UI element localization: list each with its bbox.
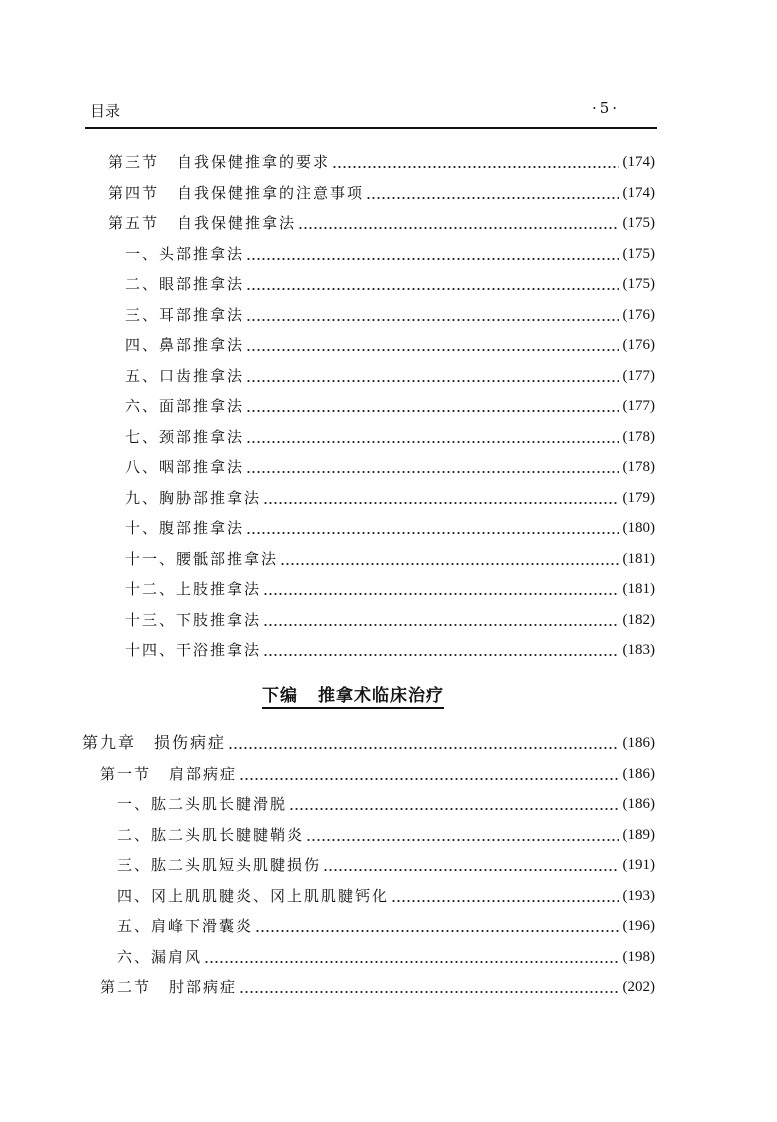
leader-dots <box>246 456 618 478</box>
toc-entry[interactable] <box>117 793 655 815</box>
entry-title: 五、肩峰下滑囊炎 <box>117 917 254 935</box>
entry-title: 二、肱二头肌长腱腱鞘炎 <box>117 825 305 844</box>
entry-title: 损伤病症 <box>154 733 227 752</box>
toc-entry[interactable] <box>125 273 655 295</box>
leader-dots <box>246 334 618 356</box>
toc-entry[interactable] <box>125 334 655 356</box>
toc-entry[interactable] <box>125 365 655 387</box>
entry-title: 八、咽部推拿法 <box>125 458 245 476</box>
leader-dots <box>239 976 618 998</box>
entry-title: 十四、干浴推拿法 <box>125 641 262 659</box>
leader-dots <box>246 395 618 417</box>
leader-dots <box>246 243 618 265</box>
entry-title: 十二、上肢推拿法 <box>125 580 262 598</box>
leader-dots <box>246 304 618 326</box>
toc-entry[interactable] <box>117 824 655 846</box>
running-header-title: 目录 <box>90 102 121 120</box>
entry-title: 十一、腰骶部推拿法 <box>125 549 279 568</box>
entry-page: (196) <box>622 918 655 934</box>
entry-title: 自我保健推拿的要求 <box>177 153 331 171</box>
entry-title: 自我保健推拿法 <box>177 214 297 232</box>
toc-entry[interactable] <box>100 976 655 998</box>
part-heading <box>262 681 444 709</box>
leader-dots <box>246 365 618 387</box>
entry-page: (176) <box>622 337 655 353</box>
entry-title: 十三、下肢推拿法 <box>125 610 262 629</box>
toc-entry[interactable] <box>125 395 655 417</box>
leader-dots <box>246 273 618 295</box>
entry-title: 十、腹部推拿法 <box>125 519 245 537</box>
entry-prefix: 第一节 <box>100 764 152 783</box>
toc-entry[interactable] <box>125 578 655 600</box>
toc-entry[interactable] <box>125 517 655 539</box>
entry-title: 六、面部推拿法 <box>125 397 245 415</box>
toc-entry[interactable] <box>125 243 655 265</box>
entry-page: (177) <box>622 367 655 384</box>
toc-entry[interactable] <box>125 548 655 570</box>
leader-dots <box>263 609 618 631</box>
entry-title: 六、漏肩风 <box>117 947 203 966</box>
leader-dots <box>263 487 618 509</box>
entry-page: (174) <box>622 154 655 170</box>
entry-page: (193) <box>622 887 655 904</box>
leader-dots <box>255 915 618 937</box>
part-title: 推拿术临床治疗 <box>318 686 444 706</box>
leader-dots <box>263 639 618 661</box>
entry-title: 肘部病症 <box>169 978 238 996</box>
entry-title: 三、耳部推拿法 <box>125 305 245 324</box>
toc-entry[interactable] <box>125 456 655 478</box>
leader-dots <box>263 578 618 600</box>
leader-dots <box>298 212 618 234</box>
leader-dots <box>391 885 618 907</box>
toc-entry[interactable] <box>82 732 655 754</box>
entry-page: (182) <box>622 611 655 628</box>
entry-prefix: 第三节 <box>108 153 160 171</box>
entry-page: (177) <box>622 398 655 414</box>
toc-entry[interactable] <box>117 854 655 876</box>
toc-entry[interactable] <box>125 304 655 326</box>
entry-page: (180) <box>622 520 655 536</box>
toc-entry[interactable] <box>117 946 655 968</box>
entry-title: 七、颈部推拿法 <box>125 427 245 446</box>
entry-page: (176) <box>622 306 655 323</box>
entry-page: (175) <box>622 245 655 262</box>
entry-page: (179) <box>622 489 655 506</box>
toc-entry[interactable] <box>125 426 655 448</box>
entry-title: 四、冈上肌肌腱炎、冈上肌肌腱钙化 <box>117 886 390 905</box>
toc-entry[interactable] <box>117 915 655 937</box>
entry-page: (181) <box>622 581 655 597</box>
entry-title: 四、鼻部推拿法 <box>125 336 245 354</box>
entry-prefix: 第二节 <box>100 978 152 996</box>
entry-title: 一、头部推拿法 <box>125 244 245 263</box>
entry-title: 九、胸胁部推拿法 <box>125 488 262 507</box>
entry-page: (198) <box>622 948 655 965</box>
leader-dots <box>228 732 618 754</box>
toc-entry[interactable] <box>125 609 655 631</box>
leader-dots <box>246 517 618 539</box>
entry-page: (174) <box>622 184 655 201</box>
toc-entry[interactable] <box>125 639 655 661</box>
entry-page: (183) <box>622 642 655 658</box>
toc-entry[interactable] <box>100 763 655 785</box>
leader-dots <box>366 182 618 204</box>
entry-prefix: 第四节 <box>108 183 160 202</box>
entry-prefix: 第九章 <box>82 733 137 752</box>
entry-page: (186) <box>622 735 655 751</box>
leader-dots <box>246 426 618 448</box>
toc-entry[interactable] <box>108 212 655 234</box>
entry-page: (178) <box>622 459 655 475</box>
page-number: ·5· <box>592 99 621 117</box>
entry-title: 五、口齿推拿法 <box>125 366 245 385</box>
entry-title: 三、肱二头肌短头肌腱损伤 <box>117 856 322 874</box>
entry-title: 肩部病症 <box>169 764 238 783</box>
part-label: 下编 <box>262 686 298 706</box>
entry-title: 自我保健推拿的注意事项 <box>177 183 365 202</box>
toc-entry[interactable] <box>117 885 655 907</box>
entry-page: (175) <box>622 276 655 292</box>
entry-title: 二、眼部推拿法 <box>125 275 245 293</box>
entry-page: (181) <box>622 550 655 567</box>
leader-dots <box>323 854 618 876</box>
leader-dots <box>239 763 618 785</box>
leader-dots <box>289 793 618 815</box>
entry-prefix: 第五节 <box>108 214 160 232</box>
leader-dots <box>280 548 618 570</box>
entry-page: (186) <box>622 765 655 782</box>
toc-entry[interactable] <box>108 151 655 173</box>
entry-page: (178) <box>622 428 655 445</box>
leader-dots <box>204 946 618 968</box>
leader-dots <box>332 151 618 173</box>
entry-page: (186) <box>622 796 655 812</box>
entry-page: (175) <box>622 215 655 231</box>
entry-page: (202) <box>622 979 655 995</box>
header-rule <box>85 127 657 129</box>
entry-page: (191) <box>622 857 655 873</box>
toc-entry[interactable] <box>125 487 655 509</box>
entry-title: 一、肱二头肌长腱滑脱 <box>117 795 288 813</box>
toc-entry[interactable] <box>108 182 655 204</box>
leader-dots <box>306 824 618 846</box>
entry-page: (189) <box>622 826 655 843</box>
